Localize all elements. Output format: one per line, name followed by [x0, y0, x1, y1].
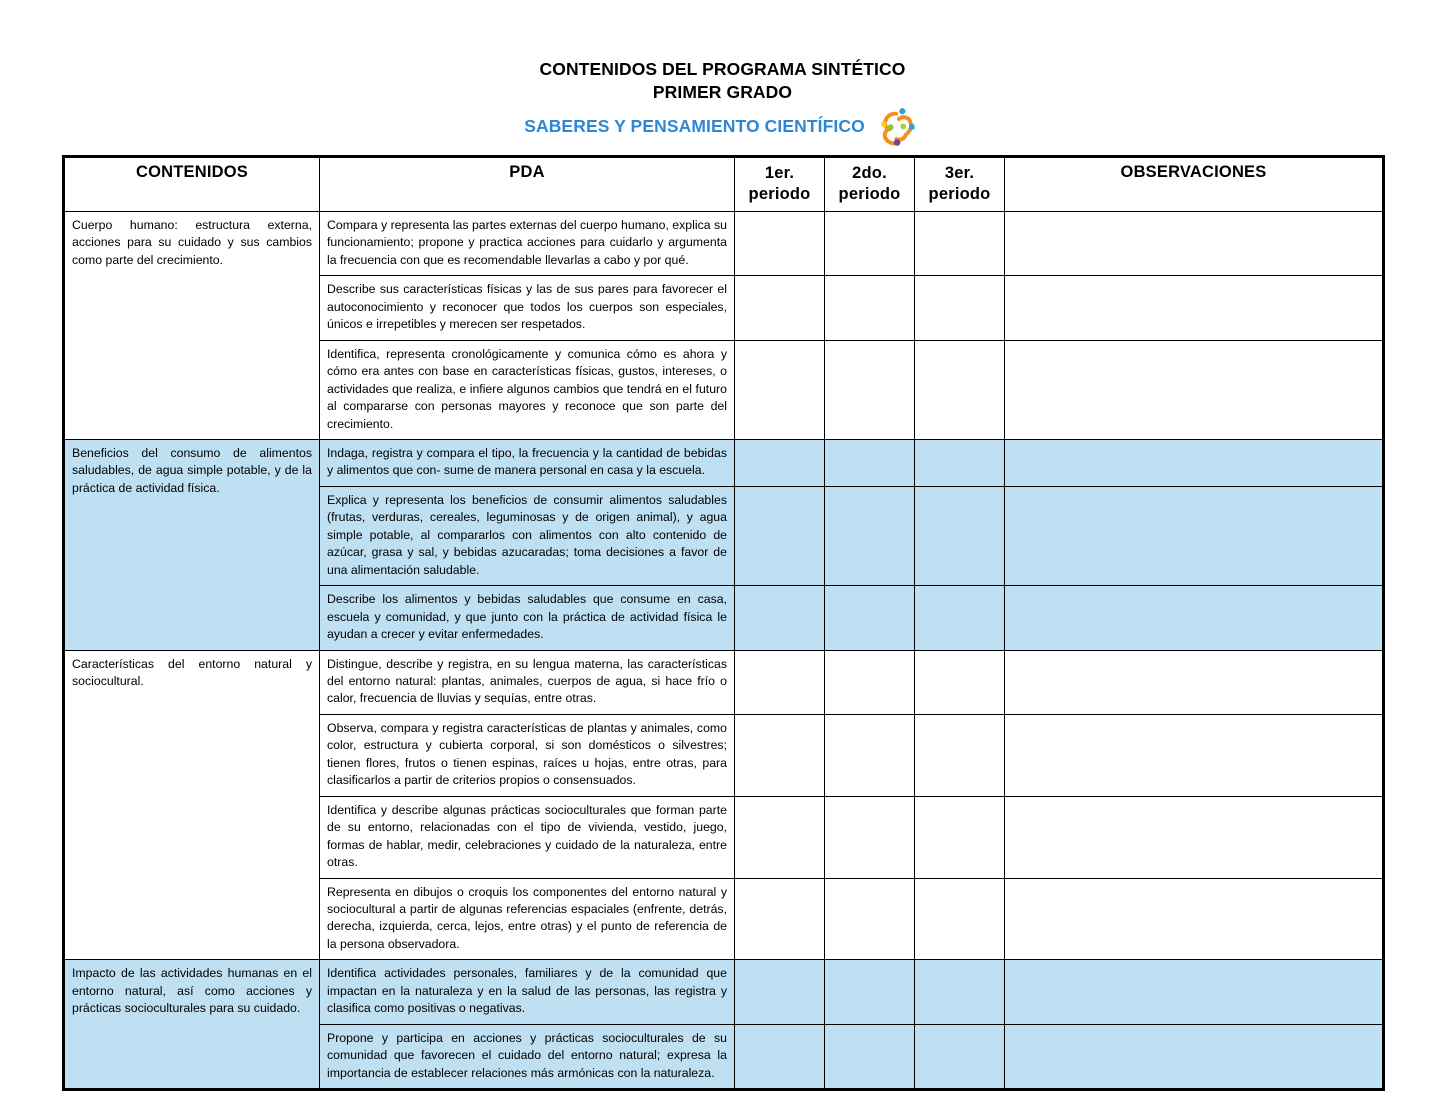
periodo-1-cell[interactable]	[735, 340, 825, 439]
periodo-2-cell[interactable]	[825, 878, 915, 960]
column-header-contenidos: CONTENIDOS	[64, 157, 320, 212]
pda-cell: Indaga, registra y compara el tipo, la frecuencia y la cantidad de bebidas y alimentos que con- sume de manera personal en casa y la escuela.	[320, 439, 735, 486]
observaciones-cell[interactable]	[1005, 796, 1384, 878]
observaciones-cell[interactable]	[1005, 714, 1384, 796]
periodo-3-cell[interactable]	[915, 960, 1005, 1024]
periodo-3-cell[interactable]	[915, 714, 1005, 796]
periodo-2-cell[interactable]	[825, 796, 915, 878]
periodo-3-cell[interactable]	[915, 212, 1005, 276]
observaciones-cell[interactable]	[1005, 878, 1384, 960]
periodo-3-cell[interactable]	[915, 1024, 1005, 1089]
column-header-periodo-1	[735, 157, 825, 212]
periodo-2-cell[interactable]	[825, 340, 915, 439]
table-row	[64, 439, 1384, 486]
table-row	[64, 212, 1384, 276]
observaciones-cell[interactable]	[1005, 1024, 1384, 1089]
pda-cell: Propone y participa en acciones y prácticas socioculturales de su comunidad que favorecen el cuidado del entorno natural; expresa la importancia de establecer relaciones más armónicas con la naturaleza.	[320, 1024, 735, 1089]
pda-cell: Identifica y describe algunas prácticas socioculturales que forman parte de su entorno, relacionadas con el tipo de vivienda, vestido, juego, formas de hablar, medir, celebraciones y cuidado de la naturaleza, entre otras.	[320, 796, 735, 878]
periodo-3-cell[interactable]	[915, 439, 1005, 486]
column-header-periodo-3	[915, 157, 1005, 212]
header-title-line1: CONTENIDOS DEL PROGRAMA SINTÉTICO	[539, 59, 906, 79]
pda-cell: Identifica actividades personales, familiares y de la comunidad que impactan en la naturaleza y en la salud de las personas, las registra y clasifica como positivas o negativas.	[320, 960, 735, 1024]
column-header-observaciones: OBSERVACIONES	[1005, 157, 1384, 212]
periodo-1-cell[interactable]	[735, 878, 825, 960]
periodo-1-cell[interactable]	[735, 276, 825, 340]
header-title-line2: PRIMER GRADO	[652, 82, 793, 103]
column-header-periodo-1-line1: 1er.	[764, 164, 795, 182]
periodo-1-cell[interactable]	[735, 650, 825, 714]
periodo-1-cell[interactable]	[735, 1024, 825, 1089]
periodo-2-cell[interactable]	[825, 1024, 915, 1089]
periodo-3-cell[interactable]	[915, 796, 1005, 878]
column-header-periodo-3-line1: 3er.	[944, 164, 975, 182]
contenido-cell: Características del entorno natural y sociocultural.	[64, 650, 320, 960]
table-header	[64, 157, 1384, 212]
pda-cell: Describe sus características físicas y las de sus pares para favorecer el autoconocimiento y reconocer que todos los cuerpos son especiales, únicos e irrepetibles y merecen ser respetados.	[320, 276, 735, 340]
table-row	[64, 960, 1384, 1024]
pda-cell: Compara y representa las partes externas del cuerpo humano, explica su funcionamiento; propone y practica acciones para cuidarlo y argumenta la frecuencia con que es recomendable llevarlas a cabo y por qué.	[320, 212, 735, 276]
pinwheel-people-logo-icon	[875, 106, 921, 146]
table-header-row	[64, 157, 1384, 212]
observaciones-cell[interactable]	[1005, 276, 1384, 340]
column-header-periodo-2	[825, 157, 915, 212]
periodo-1-cell[interactable]	[735, 796, 825, 878]
observaciones-cell[interactable]	[1005, 340, 1384, 439]
periodo-2-cell[interactable]	[825, 439, 915, 486]
periodo-1-cell[interactable]	[735, 439, 825, 486]
periodo-3-cell[interactable]	[915, 586, 1005, 650]
periodo-2-cell[interactable]	[825, 586, 915, 650]
periodo-3-cell[interactable]	[915, 878, 1005, 960]
document-header	[0, 0, 1445, 146]
column-header-periodo-3-line2: periodo	[928, 184, 991, 203]
periodo-3-cell[interactable]	[915, 340, 1005, 439]
column-header-periodo-2-line2: periodo	[838, 184, 901, 203]
contenido-cell: Impacto de las actividades humanas en el entorno natural, así como acciones y prácticas socioculturales para su cuidado.	[64, 960, 320, 1090]
pda-cell: Describe los alimentos y bebidas saludables que consume en casa, escuela y comunidad, y que junto con la práctica de actividad física le ayudan a crecer y evitar enfermedades.	[320, 586, 735, 650]
observaciones-cell[interactable]	[1005, 212, 1384, 276]
table-row	[64, 650, 1384, 714]
pda-cell: Explica y representa los beneficios de consumir alimentos saludables (frutas, verduras, cereales, leguminosas y de origen animal), y agua simple potable, al compararlos con alimentos con alto contenido de azúcar, grasa y sal, y bebidas azucaradas; toma decisiones a favor de una alimentación saludable.	[320, 486, 735, 585]
program-contents-table	[62, 155, 1385, 1091]
contents-table-container	[62, 155, 1382, 1091]
pda-cell: Identifica, representa cronológicamente y comunica cómo es ahora y cómo era antes con base en características físicas, gustos, intereses, o actividades que realiza, e infiere algunos cambios que tendrá en el futuro al compararse con personas mayores y reconoce que son parte del crecimiento.	[320, 340, 735, 439]
observaciones-cell[interactable]	[1005, 650, 1384, 714]
observaciones-cell[interactable]	[1005, 960, 1384, 1024]
periodo-2-cell[interactable]	[825, 486, 915, 585]
observaciones-cell[interactable]	[1005, 439, 1384, 486]
observaciones-cell[interactable]	[1005, 586, 1384, 650]
table-body	[64, 212, 1384, 1090]
periodo-1-cell[interactable]	[735, 212, 825, 276]
periodo-3-cell[interactable]	[915, 650, 1005, 714]
periodo-2-cell[interactable]	[825, 276, 915, 340]
periodo-2-cell[interactable]	[825, 650, 915, 714]
column-header-pda: PDA	[320, 157, 735, 212]
periodo-1-cell[interactable]	[735, 960, 825, 1024]
periodo-2-cell[interactable]	[825, 960, 915, 1024]
pda-cell: Observa, compara y registra características de plantas y animales, como color, estructura y cubierta corporal, si son domésticos o silvestres; tienen flores, frutos o tienen espinas, raíces u hojas, entre otras, para clasificarlos a partir de criterios propios o consensuados.	[320, 714, 735, 796]
header-title-line3: SABERES Y PENSAMIENTO CIENTÍFICO	[524, 115, 865, 136]
column-header-periodo-1-line2: periodo	[748, 184, 811, 203]
periodo-3-cell[interactable]	[915, 486, 1005, 585]
column-header-periodo-2-line1: 2do.	[852, 164, 887, 182]
periodo-1-cell[interactable]	[735, 486, 825, 585]
observaciones-cell[interactable]	[1005, 486, 1384, 585]
periodo-2-cell[interactable]	[825, 714, 915, 796]
pda-cell: Distingue, describe y registra, en su lengua materna, las características del entorno natural: plantas, animales, cuerpos de agua, si hace frío o calor, frecuencia de lluvias y sequías, entre otras.	[320, 650, 735, 714]
contenido-cell: Cuerpo humano: estructura externa, acciones para su cuidado y sus cambios como parte del crecimiento.	[64, 212, 320, 440]
periodo-2-cell[interactable]	[825, 212, 915, 276]
contenido-cell: Beneficios del consumo de alimentos saludables, de agua simple potable, y de la práctica de actividad física.	[64, 439, 320, 650]
periodo-1-cell[interactable]	[735, 714, 825, 796]
periodo-1-cell[interactable]	[735, 586, 825, 650]
pda-cell: Representa en dibujos o croquis los componentes del entorno natural y sociocultural a partir de algunas referencias espaciales (enfrente, detrás, derecha, izquierda, cerca, lejos, entre otras) y el punto de referencia de la persona observadora.	[320, 878, 735, 960]
periodo-3-cell[interactable]	[915, 276, 1005, 340]
